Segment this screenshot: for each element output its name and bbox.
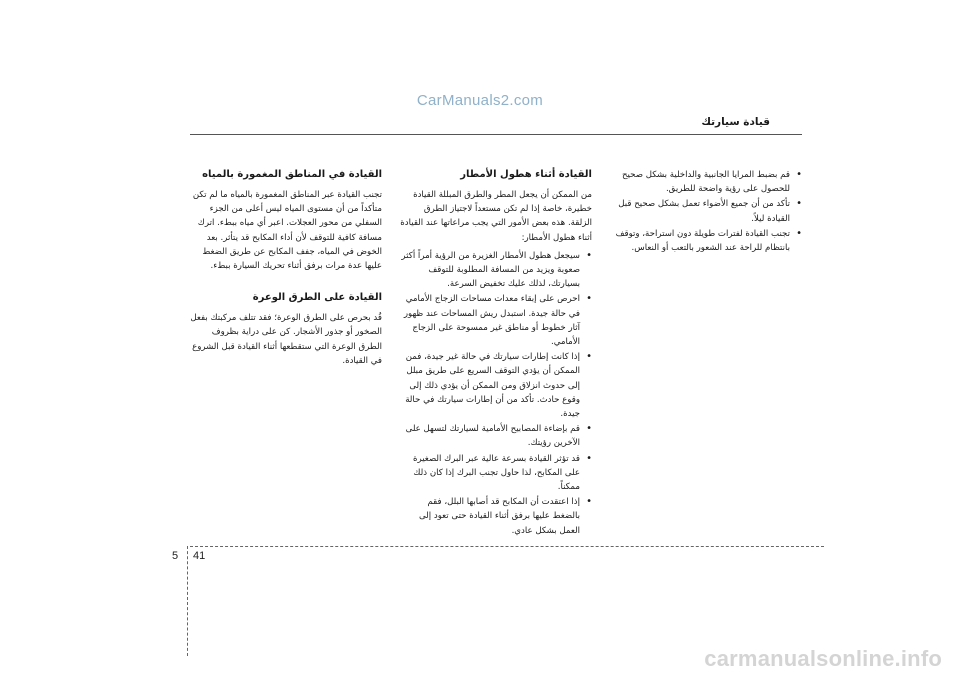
bullet-item: • قم بضبط المرايا الجانبية والداخلية بشكل صحيح للحصول على رؤية واضحة للطريق. [610,168,790,196]
column-right [610,146,802,256]
footer-vertical-rule [187,546,188,656]
page-number: 41 [193,550,206,562]
rain-bullets [400,249,592,538]
section-body-flooded: تجنب القيادة عبر المناطق المغمورة بالمياه ما لم تكن متأكداً من أن مستوى المياه ليس أعلى من الجزء السفلي من محور العجلات. اعبر أي مياه ببطء. اترك مسافة كافية للتوقف لأن أداء المكابح قد يتأثر. بعد الخوض في المياه، جفف المكابح عن طريق الضغط عليها عدة مرات برفق أثناء تحريك السيارة ببطء. [192,190,382,272]
section-body-rough-roads: قُد بحرص على الطرق الوعرة؛ فقد تتلف مركبتك بفعل الصخور أو جذور الأشجار. كن على دراية بظروف الطرق الوعرة التي ستقطعها أثناء القيادة قبل الشروع في القيادة. [190,313,382,366]
bullet-item: • احرص على إبقاء معدات مساحات الزجاج الأمامي في حالة جيدة. استبدل ريش المساحات عند ظهور آثار خطوط أو مناطق غير ممسوحة على الزجاج الأمامي. [400,292,580,349]
bullet-item: • إذا كانت إطارات سيارتك في حالة غير جيدة، فمن الممكن أن يؤدي التوقف السريع على طريق مبلل إلى حدوث انزلاق ومن الممكن أن يؤدي ذلك إلى وقوع حادث. تأكد من أن إطارات سيارتك في حالة جيدة. [400,350,580,421]
chapter-number: 5 [172,550,179,562]
section-title-flooded: القيادة في المناطق المغمورة بالمياه [202,169,382,180]
column-left [190,146,382,370]
bullet-item: • إذا اعتقدت أن المكابح قد أصابها البلل، فقم بالضغط عليها برفق أثناء القيادة حتى تعود إلى العمل بشكل عادي. [400,495,580,538]
page-header-title: قيادة سيارتك [701,116,770,128]
section-intro-rain: من الممكن أن يجعل المطر والطرق المبللة القيادة خطيرة، خاصة إذا لم تكن مستعداً لاجتياز الطرق الزلقة. هذه بعض الأمور التي يجب مراعاتها عند القيادة أثناء هطول الأمطار: [400,190,592,243]
column-middle [400,146,592,539]
bullet-item: • قم بإضاءة المصابيح الأمامية لسيارتك لتسهل على الآخرين رؤيتك. [400,422,580,450]
section-title-rain: القيادة أثناء هطول الأمطار [460,169,592,180]
column-right-bullets [610,168,802,255]
bullet-item: • سيجعل هطول الأمطار الغزيرة من الرؤية أمراً أكثر صعوبة ويزيد من المسافة المطلوبة للتوقف بسيارتك، لذلك عليك تخفيض السرعة. [400,249,580,292]
header-rule [190,134,802,135]
bullet-item: • تأكد من أن جميع الأضواء تعمل بشكل صحيح قبل القيادة ليلاً. [610,197,790,225]
section-title-rough-roads: القيادة على الطرق الوعرة [252,292,382,304]
bullet-item: • قد تؤثر القيادة بسرعة عالية عبر البرك الصغيرة على المكابح، لذا حاول تجنب البرك إذا كان ذلك ممكناً. [400,452,580,495]
bullet-item: • تجنب القيادة لفترات طويلة دون استراحة، وتوقف بانتظام للراحة عند الشعور بالتعب أو النعاس. [610,227,790,255]
watermark-bottom: carmanualsonline.info [704,646,942,671]
footer-rule [190,546,824,547]
watermark-top: CarManuals2.com [416,92,544,109]
